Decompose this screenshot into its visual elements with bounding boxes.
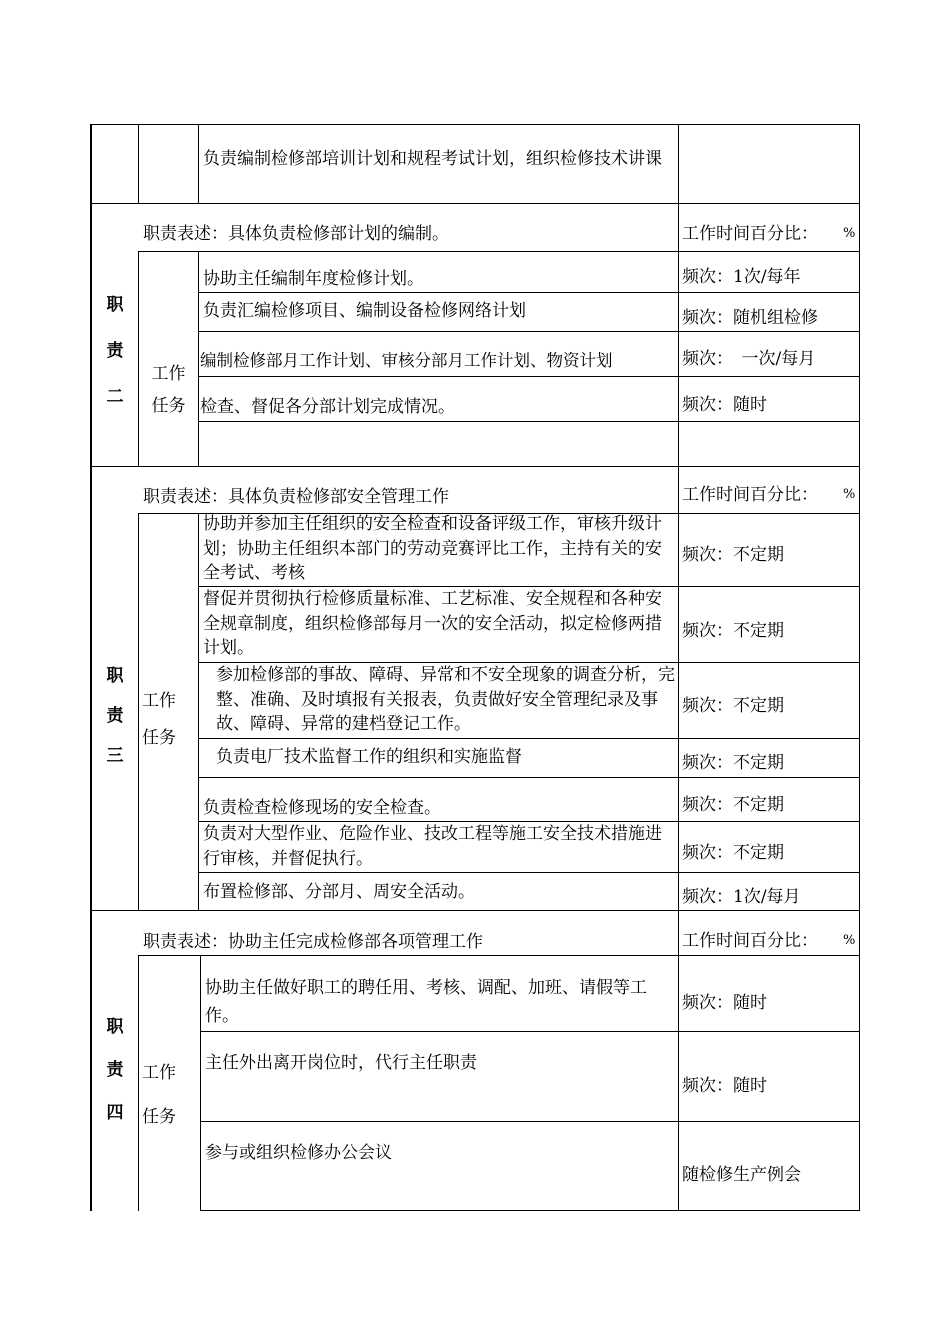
task-text: 参加检修部的事故、障碍、异常和不安全现象的调查分析，完整、准确、及时填报有关报表，负责做好安全管理纪录及事故、障碍、异常的建档登记工作。 bbox=[216, 665, 675, 734]
percent-sign: % bbox=[843, 226, 856, 241]
task-frequency: 频次：不定期 bbox=[682, 795, 784, 815]
task-text: 督促并贯彻执行检修质量标准、工艺标准、安全规程和各种安全规章制度，组织检修部每月一次的安全活动，拟定检修两措计划。 bbox=[203, 589, 662, 658]
percent-sign: % bbox=[843, 933, 856, 948]
work-task-label: 工作 任务 bbox=[142, 691, 176, 748]
task-frequency: 频次：随时 bbox=[682, 395, 767, 415]
time-percentage-label: 工作时间百分比： bbox=[682, 931, 818, 951]
task-text: 负责电厂技术监督工作的组织和实施监督 bbox=[216, 747, 522, 767]
work-task-label: 工作 任务 bbox=[151, 364, 186, 416]
task-frequency: 频次：随时 bbox=[682, 1076, 767, 1096]
task-frequency: 频次：随时 bbox=[682, 993, 767, 1013]
task-text: 负责汇编检修项目、编制设备检修网络计划 bbox=[203, 301, 526, 321]
time-percentage-label: 工作时间百分比： bbox=[682, 485, 818, 505]
task-frequency: 频次：不定期 bbox=[682, 696, 784, 716]
duty-description: 职责表述：具体负责检修部安全管理工作 bbox=[143, 487, 449, 507]
duty-description: 职责表述：协助主任完成检修部各项管理工作 bbox=[143, 932, 483, 952]
task-text: 主任外出离开岗位时，代行主任职责 bbox=[205, 1053, 477, 1073]
task-text: 参与或组织检修办公会议 bbox=[205, 1143, 392, 1163]
duty-description: 职责表述：具体负责检修部计划的编制。 bbox=[143, 224, 449, 244]
task-text: 编制检修部月工作计划、审核分部月工作计划、物资计划 bbox=[200, 351, 613, 370]
duty-label: 职 责 四 bbox=[106, 1017, 124, 1123]
task-text: 协助主任编制年度检修计划。 bbox=[203, 269, 424, 289]
task-text: 协助主任做好职工的聘任用、考核、调配、加班、请假等工作。 bbox=[205, 978, 647, 1026]
task-text: 协助并参加主任组织的安全检查和设备评级工作，审核升级计划；协助主任组织本部门的劳动竞赛评比工作，主持有关的安全考试、考核 bbox=[203, 514, 662, 583]
duty-label: 职 责 二 bbox=[106, 295, 124, 407]
task-frequency: 频次：不定期 bbox=[682, 843, 784, 863]
task-frequency: 频次： 一次/每月 bbox=[682, 349, 816, 369]
time-percentage-label: 工作时间百分比： bbox=[682, 224, 818, 244]
task-frequency: 随检修生产例会 bbox=[682, 1165, 801, 1185]
task-frequency: 频次：1次/每月 bbox=[682, 887, 801, 907]
work-task-label: 工作 任务 bbox=[142, 1063, 176, 1127]
task-text: 负责检查检修现场的安全检查。 bbox=[203, 798, 441, 818]
task-frequency: 频次：随机组检修 bbox=[682, 308, 818, 328]
task-frequency: 频次：不定期 bbox=[682, 753, 784, 773]
task-text: 布置检修部、分部月、周安全活动。 bbox=[203, 882, 475, 902]
task-text: 负责对大型作业、危险作业、技改工程等施工安全技术措施进行审核，并督促执行。 bbox=[203, 824, 662, 869]
duty-label: 职 责 三 bbox=[106, 666, 124, 766]
task-text: 检查、督促各分部计划完成情况。 bbox=[200, 397, 455, 417]
task-frequency: 频次：不定期 bbox=[682, 545, 784, 565]
percent-sign: % bbox=[843, 487, 856, 502]
task-frequency: 频次：不定期 bbox=[682, 621, 784, 641]
task-text: 负责编制检修部培训计划和规程考试计划，组织检修技术讲课 bbox=[203, 149, 662, 169]
task-frequency: 频次：1次/每年 bbox=[682, 267, 801, 287]
